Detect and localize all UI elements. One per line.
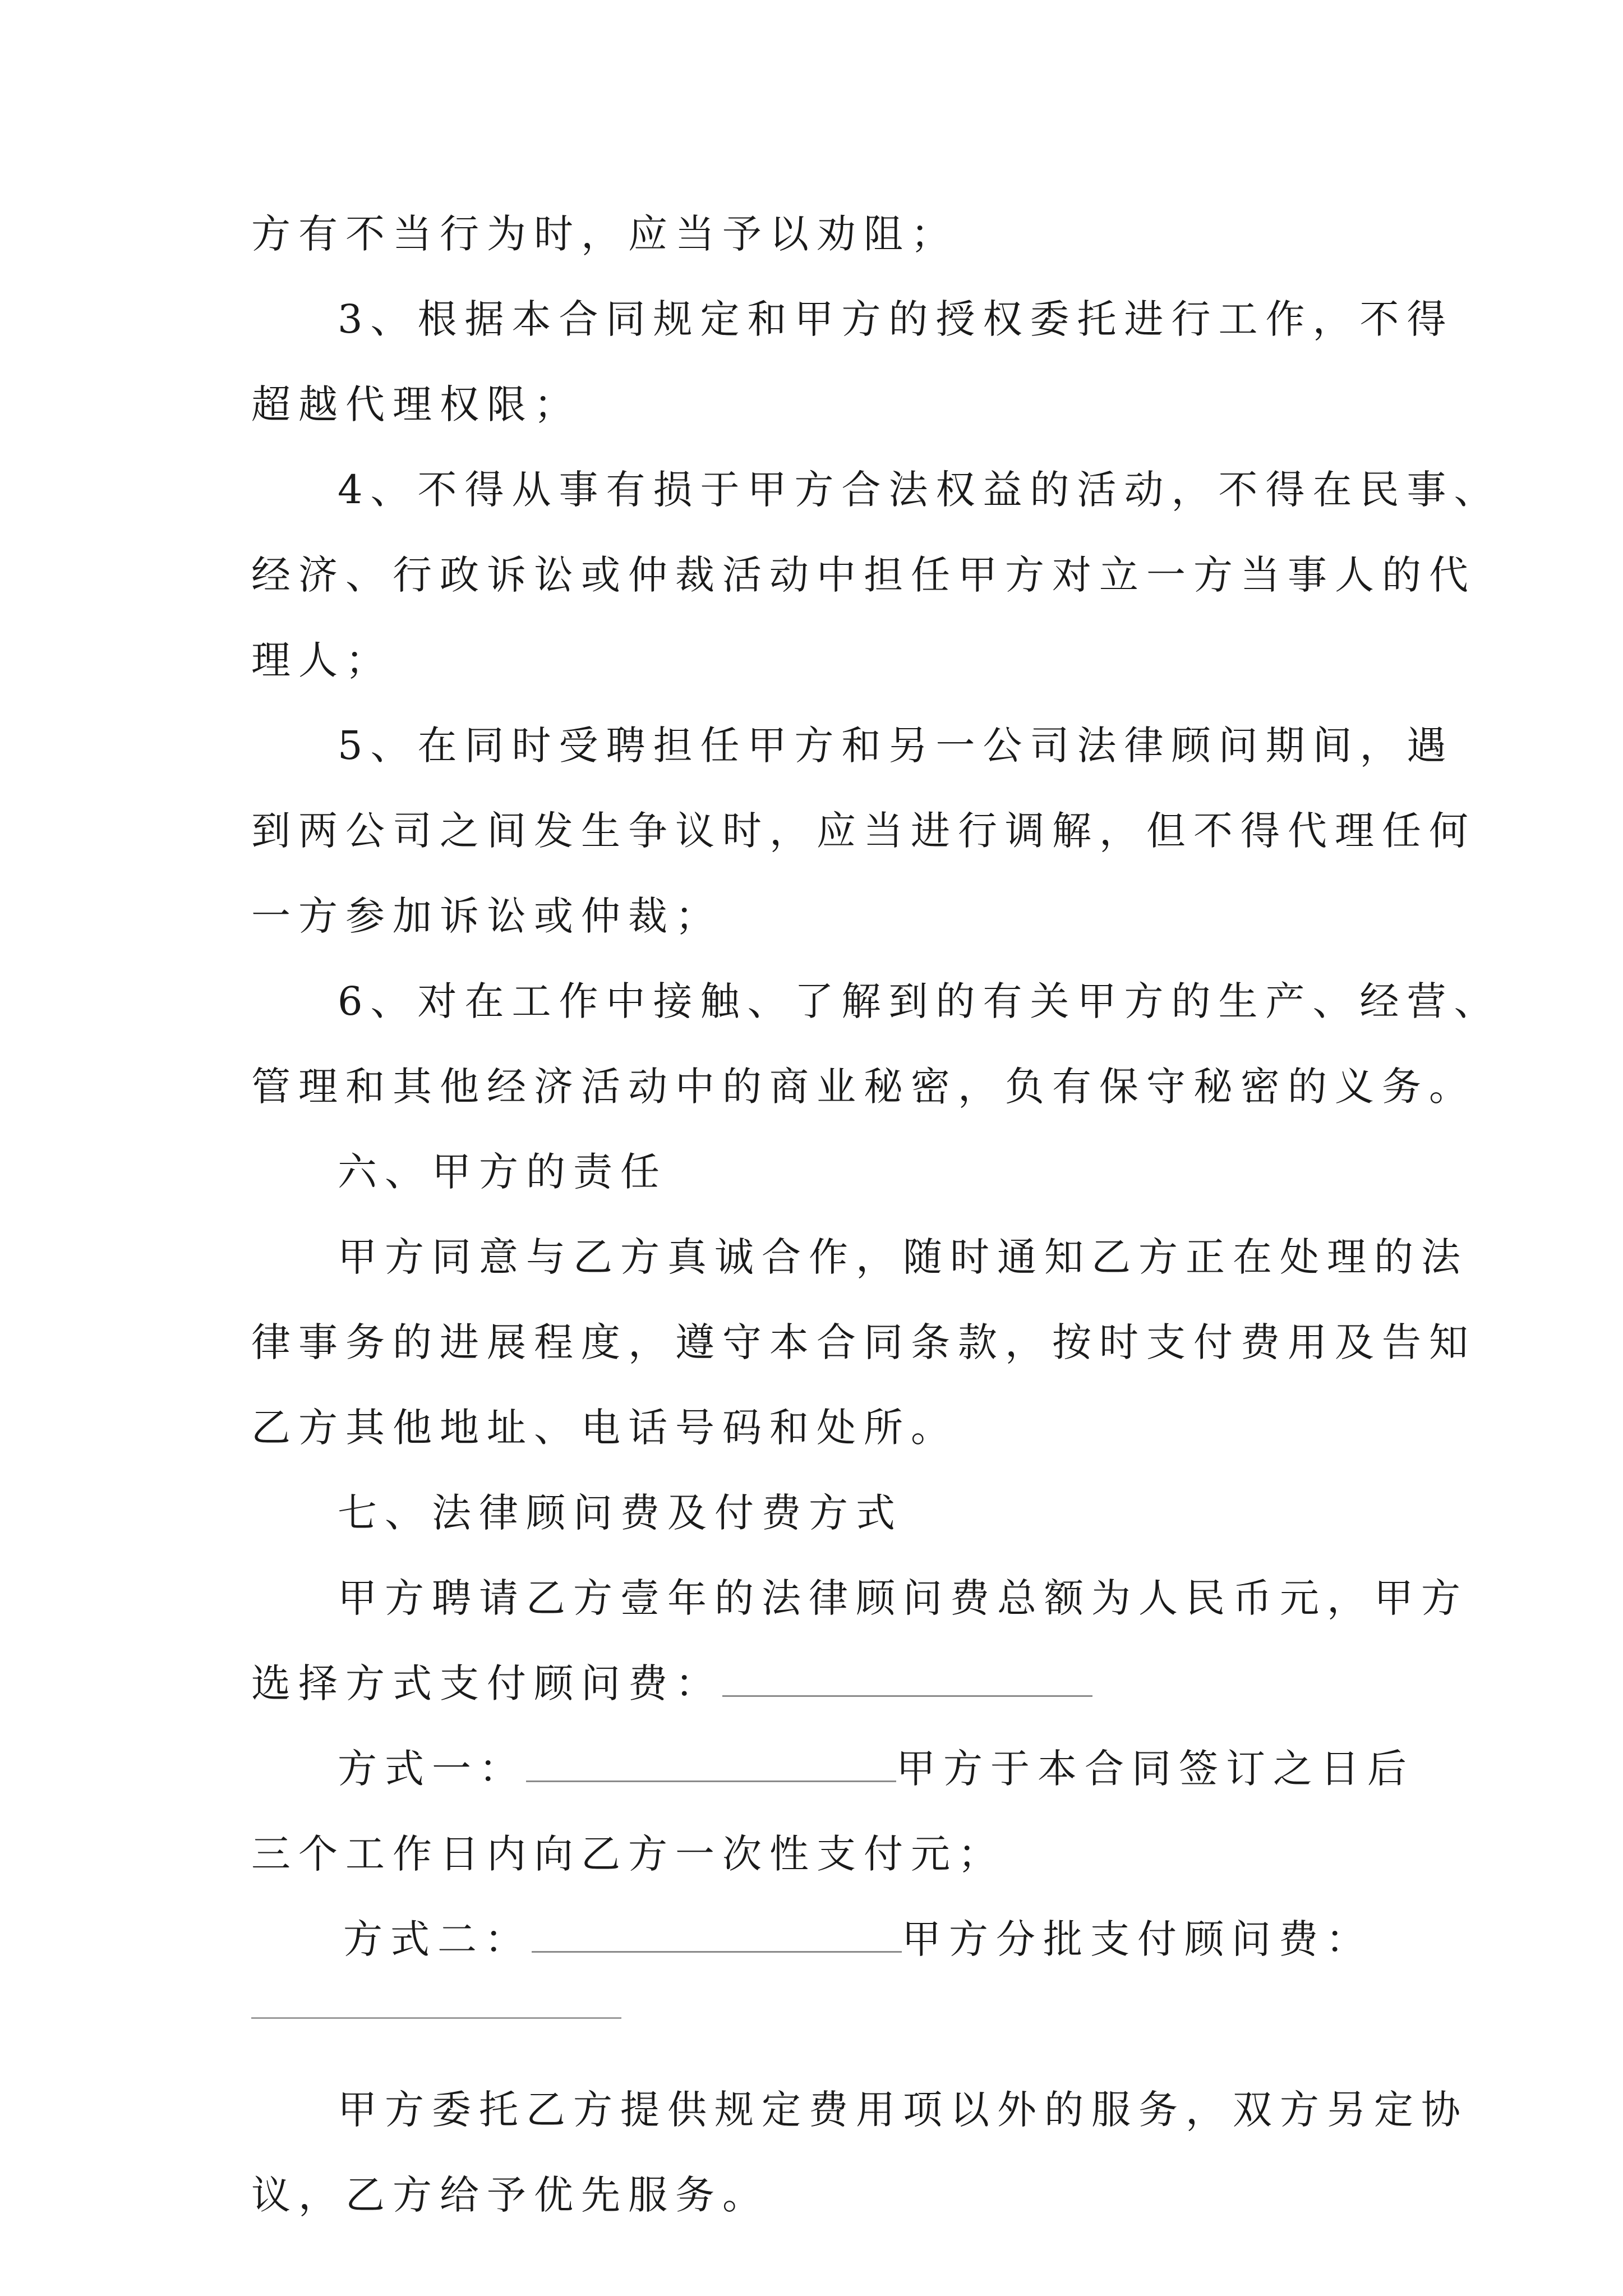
text-line: 超越代理权限； (251, 381, 581, 427)
text-line: 三个工作日内向乙方一次性支付元； (251, 1831, 1005, 1877)
text-line: 经济、行政诉讼或仲裁活动中担任甲方对立一方当事人的代 (251, 552, 1476, 598)
fill-in-blank[interactable] (532, 1916, 902, 1953)
text-line: 一方参加诉讼或仲裁； (251, 893, 722, 939)
text-line (338, 1743, 1414, 1794)
text-line: 甲方聘请乙方壹年的法律顾问费总额为人民币元，甲方 (338, 1575, 1468, 1621)
text-line: 管理和其他经济活动中的商业秘密，负有保守秘密的义务。 (251, 1064, 1476, 1110)
text-line: 理人； (251, 637, 393, 683)
section-heading: 六、甲方的责任 (338, 1149, 667, 1195)
text-line (343, 1914, 1373, 1964)
text-fragment: 方式一： (338, 1746, 526, 1792)
text-line: 甲方委托乙方提供规定费用项以外的服务，双方另定协 (338, 2087, 1468, 2133)
text-line: 方有不当行为时，应当予以劝阻； (251, 211, 958, 257)
text-line: 乙方其他地址、电话号码和处所。 (251, 1405, 958, 1451)
text-line: 议，乙方给予优先服务。 (251, 2172, 769, 2218)
text-line: 3、根据本合同规定和甲方的授权委托进行工作，不得 (338, 296, 1454, 342)
fill-in-blank[interactable] (526, 1746, 896, 1782)
fill-in-blank[interactable] (722, 1660, 1092, 1697)
text-line: 6、对在工作中接触、了解到的有关甲方的生产、经营、 (338, 978, 1501, 1024)
horizontal-rule (251, 2017, 621, 2019)
section-heading: 七、法律顾问费及付费方式 (338, 1490, 903, 1536)
text-line: 律事务的进展程度，遵守本合同条款，按时支付费用及告知 (251, 1319, 1476, 1365)
text-line: 甲方同意与乙方真诚合作，随时通知乙方正在处理的法 (338, 1234, 1468, 1280)
text-fragment: 方式二： (343, 1916, 532, 1962)
text-fragment: 甲方分批支付顾问费： (902, 1916, 1373, 1962)
text-line: 4、不得从事有损于甲方合法权益的活动，不得在民事、 (338, 467, 1501, 513)
text-line (251, 1658, 1092, 1709)
text-fragment: 选择方式支付顾问费： (251, 1660, 722, 1706)
text-fragment: 甲方于本合同签订之日后 (896, 1746, 1414, 1792)
text-line: 5、在同时受聘担任甲方和另一公司法律顾问期间，遇 (338, 723, 1454, 769)
text-line: 到两公司之间发生争议时，应当进行调解，但不得代理任何 (251, 808, 1476, 854)
